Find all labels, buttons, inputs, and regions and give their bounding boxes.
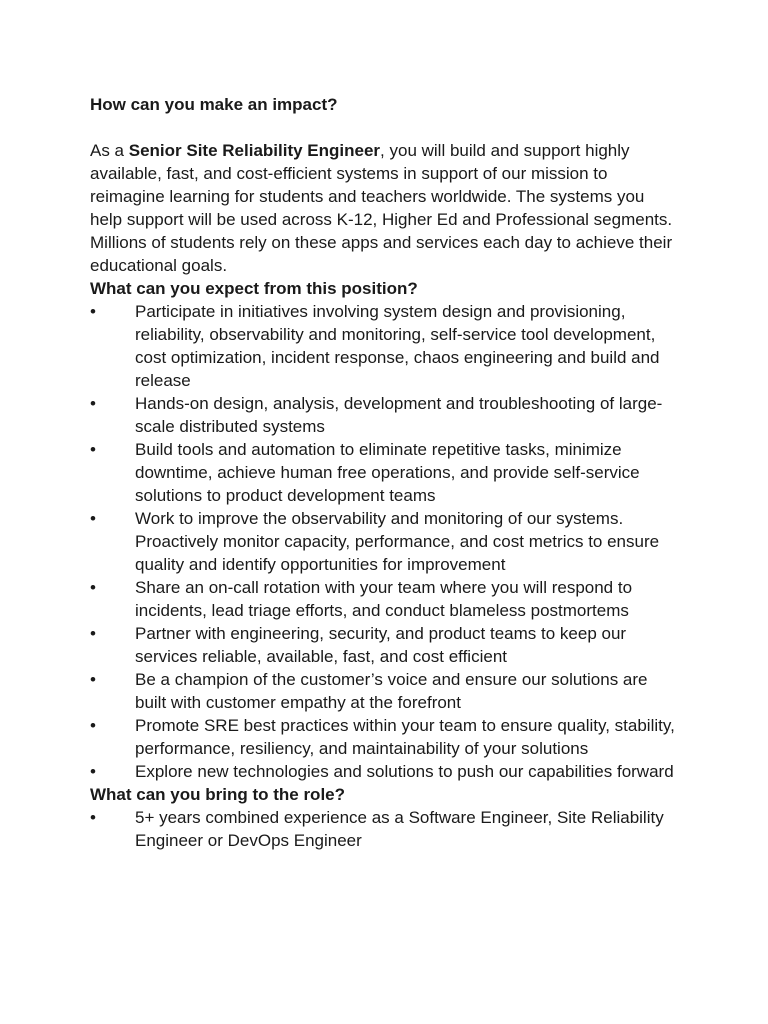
bullet-icon: • — [90, 624, 96, 643]
intro-rest: , you will build and support highly available, fast, and cost-efficient systems in support of our mission to reimagine learning for students and teachers worldwide. The systems you help support will be used across K-12, Higher Ed and Professional segments. Millions of students rely on these apps and services each day to achieve their educational goals. — [90, 141, 673, 275]
bring-heading: What can you bring to the role? — [90, 785, 345, 804]
list-item — [90, 714, 678, 760]
list-item-text: Be a champion of the customer’s voice and ensure our solutions are built with customer empathy at the forefront — [135, 670, 648, 712]
bullet-icon: • — [90, 509, 96, 528]
intro-prefix: As a — [90, 141, 129, 160]
list-item — [90, 392, 678, 438]
list-item-text: Partner with engineering, security, and product teams to keep our services reliable, available, fast, and cost efficient — [135, 624, 627, 666]
bullet-icon: • — [90, 394, 96, 413]
list-item — [90, 760, 678, 783]
bullet-icon: • — [90, 716, 96, 735]
expect-list — [90, 300, 678, 783]
bring-list — [90, 806, 678, 852]
bullet-icon: • — [90, 808, 96, 827]
list-item — [90, 300, 678, 392]
list-item-text: Share an on-call rotation with your team where you will respond to incidents, lead triage efforts, and conduct blameless postmortems — [135, 578, 633, 620]
page-heading: How can you make an impact? — [90, 95, 338, 114]
list-item-text: Build tools and automation to eliminate repetitive tasks, minimize downtime, achieve human free operations, and provide self-service solutions to product development teams — [135, 440, 640, 505]
role-title: Senior Site Reliability Engineer — [128, 141, 381, 160]
intro-paragraph — [90, 139, 678, 277]
bullet-icon: • — [90, 440, 96, 459]
list-item-text: Participate in initiatives involving system design and provisioning, reliability, observability and monitoring, self-service tool development, cost optimization, incident response, chaos engineering and build and release — [135, 302, 660, 390]
bullet-icon: • — [90, 670, 96, 689]
list-item — [90, 622, 678, 668]
list-item — [90, 438, 678, 507]
bullet-icon: • — [90, 302, 96, 321]
bullet-icon: • — [90, 762, 96, 781]
list-item-text: Promote SRE best practices within your team to ensure quality, stability, performance, resiliency, and maintainability of your solutions — [135, 716, 675, 758]
list-item-text: Hands-on design, analysis, development and troubleshooting of large-scale distributed systems — [135, 394, 663, 436]
bullet-icon: • — [90, 578, 96, 597]
list-item — [90, 576, 678, 622]
list-item — [90, 806, 678, 852]
list-item — [90, 668, 678, 714]
list-item — [90, 507, 678, 576]
list-item-text: Explore new technologies and solutions to push our capabilities forward — [135, 762, 674, 781]
list-item-text: 5+ years combined experience as a Software Engineer, Site Reliability Engineer or DevOps Engineer — [135, 808, 664, 850]
expect-heading: What can you expect from this position? — [90, 279, 418, 298]
list-item-text: Work to improve the observability and monitoring of our systems. Proactively monitor capacity, performance, and cost metrics to ensure quality and identify opportunities for improvement — [135, 509, 660, 574]
